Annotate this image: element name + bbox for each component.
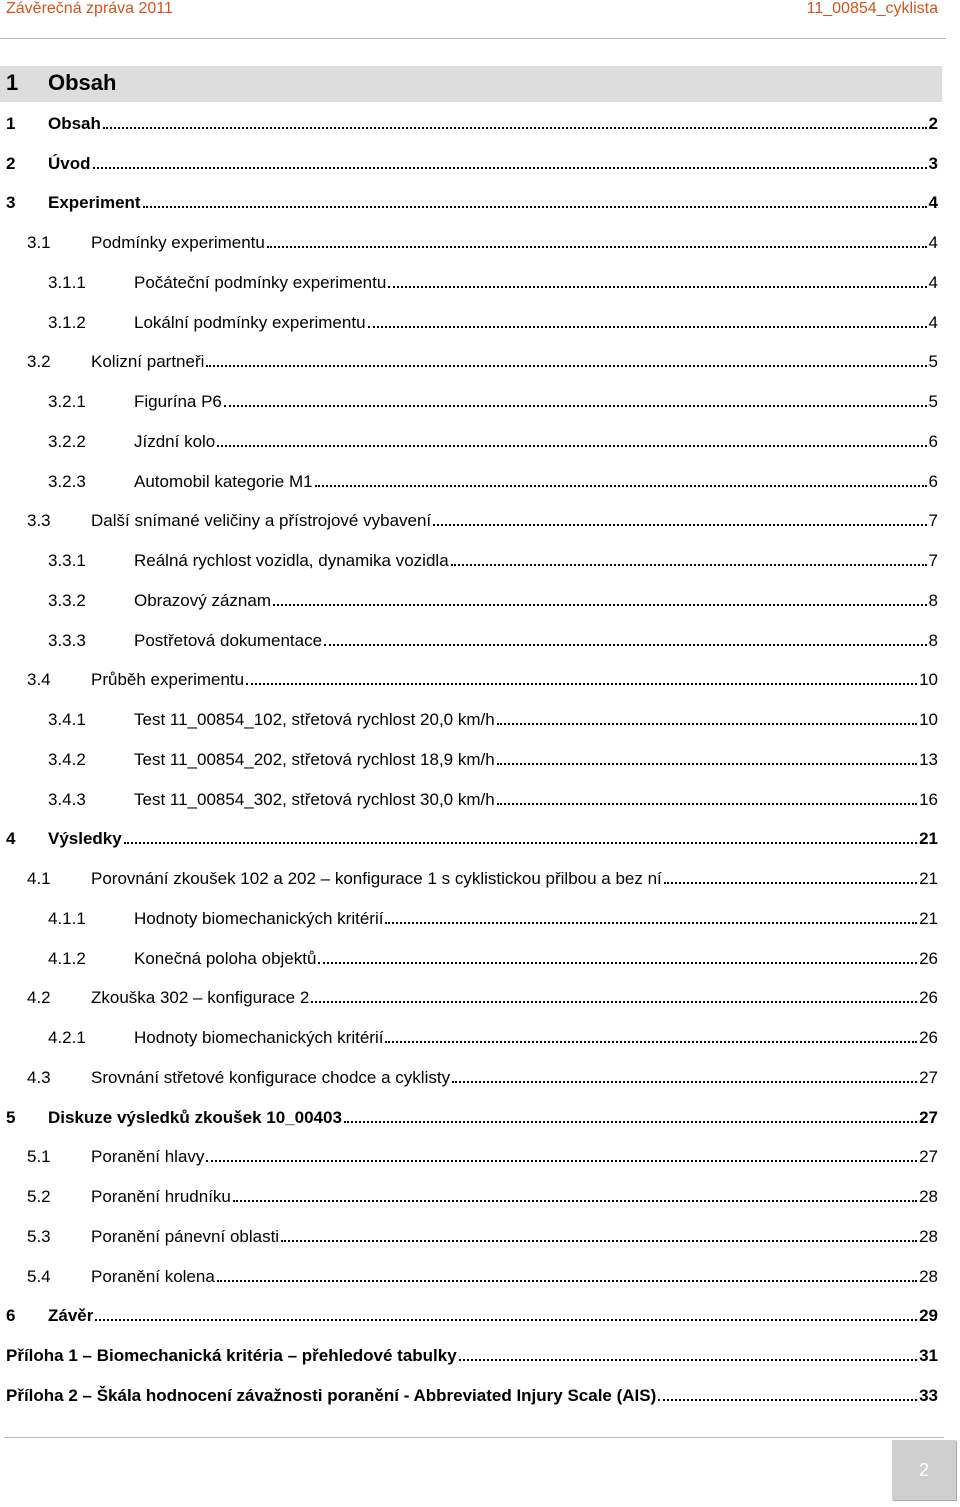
toc-entry-number: 3.3: [27, 511, 51, 531]
toc-entry-title: Reálná rychlost vozidla, dynamika vozidla: [134, 551, 449, 570]
toc-entry[interactable]: [0, 855, 938, 895]
toc-entry[interactable]: [0, 100, 938, 140]
toc-dot-leader: [103, 126, 927, 129]
toc-entry-title: Zkouška 302 – konfigurace 2: [91, 988, 310, 1008]
toc-dot-leader: [206, 364, 926, 367]
toc-entry-number: 3.1.1: [48, 272, 86, 292]
toc-dot-leader: [311, 1000, 917, 1003]
toc-entry[interactable]: [0, 1094, 938, 1134]
page-number: 2: [918, 1459, 929, 1480]
toc-entry-page: 5: [928, 352, 938, 372]
toc-entry-number: 3.2.3: [48, 471, 86, 491]
toc-entry-page: 13: [919, 749, 938, 769]
toc-dot-leader: [206, 1159, 917, 1162]
toc-entry[interactable]: [0, 736, 938, 776]
toc-dot-leader: [497, 762, 917, 765]
toc-entry-title: Lokální podmínky experimentu: [134, 312, 366, 332]
toc-entry[interactable]: [0, 259, 938, 299]
toc-entry-page: 29: [919, 1306, 938, 1326]
toc-entry-page: 27: [919, 1107, 938, 1127]
toc-entry-title: Další snímané veličiny a přístrojové vybavení: [91, 511, 432, 531]
footer-divider: [4, 1437, 944, 1438]
toc-entry-number: 2: [6, 153, 16, 173]
toc-entry-page: 8: [928, 630, 938, 650]
toc-entry[interactable]: [0, 378, 938, 418]
toc-entry-title: Diskuze výsledků zkoušek 10_00403: [48, 1107, 342, 1127]
toc-entry-page: 28: [919, 1266, 938, 1286]
toc-entry[interactable]: [0, 339, 938, 379]
toc-entry-number: 4.2.1: [48, 1028, 86, 1047]
toc-entry-number: 6: [6, 1306, 16, 1326]
toc-entry[interactable]: [0, 657, 938, 697]
toc-entry-page: 26: [919, 948, 938, 968]
toc-entry-number: 3.4.1: [48, 710, 86, 729]
running-header: [6, 0, 938, 22]
toc-entry-page: 28: [919, 1187, 938, 1206]
toc-entry-page: 4: [928, 193, 938, 213]
header-document-id: 11_00854_cyklista: [806, 0, 938, 17]
toc-entry-page: 7: [928, 511, 938, 531]
toc-dot-leader: [497, 802, 917, 805]
toc-entry-number: 5.4: [27, 1266, 51, 1286]
toc-dot-leader: [452, 1080, 917, 1083]
toc-entry-page: 16: [919, 789, 938, 809]
toc-entry-title: Poranění kolena: [91, 1266, 215, 1286]
toc-entry[interactable]: [0, 1054, 938, 1094]
toc-entry-title: Figurína P6: [134, 392, 222, 411]
toc-entry[interactable]: [0, 140, 938, 180]
toc-heading: [0, 66, 942, 102]
toc-entry[interactable]: [0, 1293, 938, 1333]
toc-entry-title: Konečná poloha objektů: [134, 948, 317, 968]
toc-dot-leader: [217, 444, 926, 447]
toc-entry-page: 21: [919, 829, 938, 849]
toc-entry-page: 10: [919, 710, 938, 729]
toc-dot-leader: [433, 523, 926, 526]
toc-entry-number: 4.1: [27, 869, 51, 888]
toc-entry-number: 3.2.2: [48, 431, 86, 451]
toc-entry-page: 5: [928, 392, 938, 411]
toc-entry-page: 6: [928, 471, 938, 491]
toc-entry-page: 10: [919, 670, 938, 690]
toc-entry-page: 4: [928, 312, 938, 332]
toc-entry[interactable]: [0, 1253, 938, 1293]
toc-entry-title: Hodnoty biomechanických kritérií: [134, 1028, 384, 1047]
toc-entry[interactable]: [0, 1134, 938, 1174]
toc-entry-title: Test 11_00854_102, střetová rychlost 20,0 km/h: [134, 710, 495, 729]
toc-entry-title: Automobil kategorie M1: [134, 471, 313, 491]
toc-dot-leader: [224, 404, 927, 407]
toc-dot-leader: [385, 921, 917, 924]
toc-entry[interactable]: [0, 1332, 938, 1372]
toc-entry-number: 3: [6, 193, 16, 213]
toc-dot-leader: [664, 881, 917, 884]
toc-entry[interactable]: [0, 1372, 938, 1412]
toc-dot-leader: [459, 1358, 917, 1361]
toc-entry[interactable]: [0, 935, 938, 975]
toc-entry-page: 3: [928, 153, 938, 173]
toc-entry-title: Srovnání střetové konfigurace chodce a cyklisty: [91, 1067, 451, 1087]
toc-dot-leader: [217, 1279, 917, 1282]
header-report-title: Závěrečná zpráva 2011: [6, 0, 173, 17]
toc-entry-title: Poranění pánevní oblasti: [91, 1226, 280, 1246]
toc-entry-number: 4.1.1: [48, 908, 86, 928]
toc-entry-number: 5.2: [27, 1187, 51, 1206]
toc-entry-number: 3.4: [27, 670, 51, 690]
toc-entry-number: 5: [6, 1107, 16, 1127]
toc-entry-number: 3.2: [27, 352, 51, 372]
toc-entry-page: 26: [919, 1028, 938, 1047]
toc-entry-number: 3.1.2: [48, 312, 86, 332]
toc-entry-number: 3.3.3: [48, 630, 86, 650]
toc-entry-title: Poranění hlavy: [91, 1147, 205, 1167]
toc-entry[interactable]: [0, 1213, 938, 1253]
toc-entry[interactable]: [0, 1173, 938, 1213]
toc-entry-number: 5.1: [27, 1147, 51, 1167]
toc-entry-title: Podmínky experimentu: [91, 233, 265, 252]
toc-entry-page: 27: [919, 1067, 938, 1087]
toc-entry-page: 7: [928, 551, 938, 570]
toc-dot-leader: [324, 643, 926, 646]
toc-entry-number: 5.3: [27, 1226, 51, 1246]
toc-dot-leader: [451, 563, 927, 566]
toc-entry[interactable]: [0, 537, 938, 577]
page-number-box: [892, 1440, 956, 1500]
toc-entry-page: 26: [919, 988, 938, 1008]
toc-entry[interactable]: [0, 1014, 938, 1054]
toc-entry-title: Počáteční podmínky experimentu: [134, 272, 387, 292]
toc-heading-number: 1: [6, 70, 19, 95]
toc-entry-page: 31: [919, 1346, 938, 1365]
toc-entry[interactable]: [0, 418, 938, 458]
toc-entry-title: Kolizní partneři: [91, 352, 205, 372]
toc-entry[interactable]: [0, 776, 938, 816]
toc-entry-title: Test 11_00854_202, střetová rychlost 18,9 km/h: [134, 749, 495, 769]
toc-entry-title: Příloha 1 – Biomechanická kritéria – přehledové tabulky: [6, 1346, 457, 1365]
toc-dot-leader: [385, 1040, 917, 1043]
toc-dot-leader: [281, 1239, 917, 1242]
toc-entry-page: 4: [928, 233, 938, 252]
toc-entry[interactable]: [0, 577, 938, 617]
toc-dot-leader: [95, 1318, 917, 1321]
toc-entry[interactable]: [0, 219, 938, 259]
toc-dot-leader: [344, 1120, 917, 1123]
toc-entry-page: 27: [919, 1147, 938, 1167]
toc-entry-title: Porovnání zkoušek 102 a 202 – konfigurace 1 s cyklistickou přilbou a bez ní: [91, 869, 662, 888]
toc-entry[interactable]: [0, 458, 938, 498]
toc-entry-page: 6: [928, 431, 938, 451]
toc-entry-page: 21: [919, 908, 938, 928]
toc-dot-leader: [658, 1398, 917, 1401]
toc-entry-number: 4: [6, 829, 16, 849]
toc-entry-title: Poranění hrudníku: [91, 1187, 231, 1206]
toc-entry-page: 4: [928, 272, 938, 292]
toc-dot-leader: [124, 841, 917, 844]
toc-entry-title: Průběh experimentu: [91, 670, 245, 690]
toc-dot-leader: [93, 166, 927, 169]
toc-dot-leader: [315, 484, 927, 487]
toc-entry-number: 3.4.2: [48, 749, 86, 769]
toc-entry[interactable]: [0, 895, 938, 935]
toc-entry-number: 3.3.1: [48, 551, 86, 570]
toc-entry[interactable]: [0, 299, 938, 339]
toc-entry-title: Příloha 2 – Škála hodnocení závažnosti poranění - Abbreviated Injury Scale (AIS): [6, 1385, 657, 1405]
toc-entry-number: 1: [6, 113, 16, 133]
toc-entry-page: 2: [928, 113, 938, 133]
toc-dot-leader: [388, 285, 926, 288]
toc-entry-number: 4.1.2: [48, 948, 86, 968]
toc-entry-title: Závěr: [48, 1306, 94, 1326]
toc-entry-number: 3.4.3: [48, 789, 86, 809]
toc-entry-page: 8: [928, 590, 938, 610]
toc-entry-title: Výsledky: [48, 829, 122, 849]
header-divider: [0, 38, 946, 39]
toc-heading-text: Obsah: [48, 70, 117, 95]
toc-dot-leader: [143, 205, 927, 208]
toc-entry-page: 28: [919, 1226, 938, 1246]
toc-entry[interactable]: [0, 816, 938, 856]
toc-entry-title: Postřetová dokumentace: [134, 630, 323, 650]
toc-entry-number: 3.1: [27, 233, 51, 252]
toc-entry[interactable]: [0, 975, 938, 1015]
toc-dot-leader: [497, 722, 917, 725]
toc-entry-title: Jízdní kolo: [134, 431, 216, 451]
toc-entry-title: Obrazový záznam: [134, 590, 271, 610]
toc-entry-number: 3.2.1: [48, 392, 86, 411]
toc-entry-title: Úvod: [48, 153, 91, 173]
toc-dot-leader: [233, 1199, 917, 1202]
toc-entry-title: Test 11_00854_302, střetová rychlost 30,0 km/h: [134, 789, 495, 809]
toc-dot-leader: [318, 961, 917, 964]
toc-dot-leader: [267, 245, 927, 248]
toc-entry[interactable]: [0, 617, 938, 657]
toc-entry-number: 4.2: [27, 988, 51, 1008]
toc-entry-title: Experiment: [48, 193, 141, 213]
toc-entry-title: Obsah: [48, 113, 101, 133]
toc-dot-leader: [273, 603, 927, 606]
toc-dot-leader: [246, 682, 917, 685]
toc-entry[interactable]: [0, 498, 938, 538]
toc-entry-page: 21: [919, 869, 938, 888]
toc-entry-page: 33: [919, 1385, 938, 1405]
toc-entry-title: Hodnoty biomechanických kritérií: [134, 908, 384, 928]
toc-entry[interactable]: [0, 696, 938, 736]
toc-entry-number: 4.3: [27, 1067, 51, 1087]
toc-entry-number: 3.3.2: [48, 590, 86, 610]
table-of-contents: [0, 100, 938, 1412]
toc-dot-leader: [368, 325, 927, 328]
toc-entry[interactable]: [0, 180, 938, 220]
